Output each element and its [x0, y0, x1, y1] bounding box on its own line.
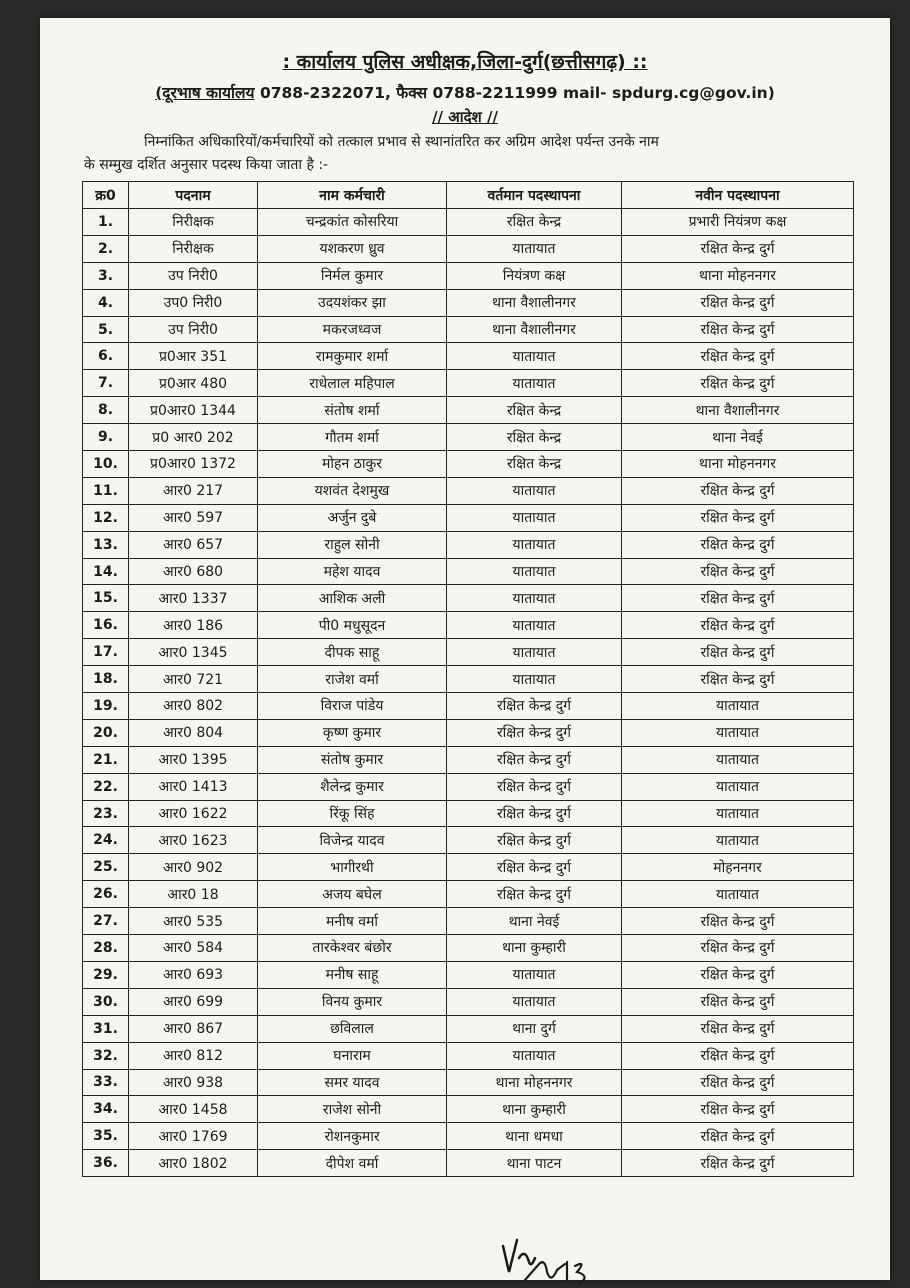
employee-name-cell: यशवंत देशमुख — [258, 477, 447, 504]
new-posting-cell: रक्षित केन्द्र दुर्ग — [622, 316, 854, 343]
table-row — [83, 209, 854, 236]
table-row — [83, 1069, 854, 1096]
new-posting-cell: यातायात — [622, 800, 854, 827]
designation-cell: आर0 535 — [129, 908, 258, 935]
serial-cell: 36. — [83, 1150, 129, 1177]
designation-cell: प्र0आर0 1372 — [129, 451, 258, 478]
current-posting-cell: नियंत्रण कक्ष — [447, 262, 622, 289]
employee-name-cell: चन्द्रकांत कोसरिया — [258, 209, 447, 236]
order-document — [40, 18, 890, 1280]
table-body — [83, 209, 854, 1177]
serial-cell: 30. — [83, 988, 129, 1015]
employee-name-cell: उदयशंकर झा — [258, 289, 447, 316]
new-posting-cell: रक्षित केन्द्र दुर्ग — [622, 961, 854, 988]
employee-name-cell: दीपक साहू — [258, 639, 447, 666]
new-posting-cell: रक्षित केन्द्र दुर्ग — [622, 639, 854, 666]
employee-name-cell: निर्मल कुमार — [258, 262, 447, 289]
new-posting-cell: रक्षित केन्द्र दुर्ग — [622, 1096, 854, 1123]
designation-cell: आर0 802 — [129, 693, 258, 720]
serial-cell: 15. — [83, 585, 129, 612]
table-row — [83, 666, 854, 693]
designation-cell: आर0 1769 — [129, 1123, 258, 1150]
current-posting-cell: थाना कुम्हारी — [447, 1096, 622, 1123]
serial-cell: 17. — [83, 639, 129, 666]
table-row — [83, 585, 854, 612]
new-posting-cell: यातायात — [622, 881, 854, 908]
serial-cell: 31. — [83, 1015, 129, 1042]
current-posting-cell: यातायात — [447, 477, 622, 504]
new-posting-cell: रक्षित केन्द्र दुर्ग — [622, 1015, 854, 1042]
current-posting-cell: रक्षित केन्द्र दुर्ग — [447, 773, 622, 800]
serial-cell: 29. — [83, 961, 129, 988]
new-posting-cell: यातायात — [622, 773, 854, 800]
serial-cell: 5. — [83, 316, 129, 343]
current-posting-cell: रक्षित केन्द्र दुर्ग — [447, 746, 622, 773]
current-posting-cell: थाना वैशालीनगर — [447, 316, 622, 343]
designation-cell: आर0 1395 — [129, 746, 258, 773]
designation-cell: प्र0आर0 1344 — [129, 397, 258, 424]
current-posting-cell: रक्षित केन्द्र — [447, 451, 622, 478]
new-posting-cell: रक्षित केन्द्र दुर्ग — [622, 558, 854, 585]
current-posting-cell: यातायात — [447, 343, 622, 370]
serial-cell: 14. — [83, 558, 129, 585]
new-posting-cell: रक्षित केन्द्र दुर्ग — [622, 988, 854, 1015]
current-posting-cell: रक्षित केन्द्र दुर्ग — [447, 854, 622, 881]
table-row — [83, 504, 854, 531]
new-posting-cell: रक्षित केन्द्र दुर्ग — [622, 1042, 854, 1069]
col-serial: क्र0 — [83, 182, 129, 209]
table-row — [83, 935, 854, 962]
table-row — [83, 612, 854, 639]
current-posting-cell: रक्षित केन्द्र दुर्ग — [447, 693, 622, 720]
designation-cell: प्र0 आर0 202 — [129, 424, 258, 451]
order-heading: // आदेश // — [432, 108, 498, 126]
employee-name-cell: छविलाल — [258, 1015, 447, 1042]
table-row — [83, 316, 854, 343]
serial-cell: 25. — [83, 854, 129, 881]
new-posting-cell: रक्षित केन्द्र दुर्ग — [622, 504, 854, 531]
employee-name-cell: महेश यादव — [258, 558, 447, 585]
serial-cell: 13. — [83, 531, 129, 558]
designation-cell: आर0 1413 — [129, 773, 258, 800]
current-posting-cell: यातायात — [447, 612, 622, 639]
designation-cell: आर0 812 — [129, 1042, 258, 1069]
serial-cell: 28. — [83, 935, 129, 962]
employee-name-cell: संतोष कुमार — [258, 746, 447, 773]
serial-cell: 8. — [83, 397, 129, 424]
serial-cell: 19. — [83, 693, 129, 720]
current-posting-cell: थाना नेवई — [447, 908, 622, 935]
current-posting-cell: यातायात — [447, 988, 622, 1015]
employee-name-cell: रोशनकुमार — [258, 1123, 447, 1150]
current-posting-cell: यातायात — [447, 585, 622, 612]
designation-cell: आर0 217 — [129, 477, 258, 504]
intro-line-2: के सम्मुख दर्शित अनुसार पदस्थ किया जाता है :- — [84, 157, 329, 173]
serial-cell: 1. — [83, 209, 129, 236]
employee-name-cell: रिंकू सिंह — [258, 800, 447, 827]
current-posting-cell: यातायात — [447, 666, 622, 693]
table-row — [83, 827, 854, 854]
designation-cell: आर0 657 — [129, 531, 258, 558]
current-posting-cell: यातायात — [447, 639, 622, 666]
designation-cell: आर0 584 — [129, 935, 258, 962]
new-posting-cell: रक्षित केन्द्र दुर्ग — [622, 1069, 854, 1096]
employee-name-cell: राधेलाल महिपाल — [258, 370, 447, 397]
table-row — [83, 451, 854, 478]
designation-cell: प्र0आर 480 — [129, 370, 258, 397]
new-posting-cell: रक्षित केन्द्र दुर्ग — [622, 935, 854, 962]
contact-line — [40, 81, 890, 103]
table-row — [83, 881, 854, 908]
designation-cell: आर0 1458 — [129, 1096, 258, 1123]
serial-cell: 16. — [83, 612, 129, 639]
table-row — [83, 1015, 854, 1042]
designation-cell: आर0 1337 — [129, 585, 258, 612]
col-current-posting: वर्तमान पदस्थापना — [447, 182, 622, 209]
employee-name-cell: संतोष शर्मा — [258, 397, 447, 424]
designation-cell: आर0 1622 — [129, 800, 258, 827]
new-posting-cell: रक्षित केन्द्र दुर्ग — [622, 289, 854, 316]
current-posting-cell: रक्षित केन्द्र दुर्ग — [447, 881, 622, 908]
current-posting-cell: यातायात — [447, 1042, 622, 1069]
employee-name-cell: रामकुमार शर्मा — [258, 343, 447, 370]
table-row — [83, 558, 854, 585]
designation-cell: आर0 597 — [129, 504, 258, 531]
table-header-row — [83, 182, 854, 209]
employee-name-cell: शैलेन्द्र कुमार — [258, 773, 447, 800]
new-posting-cell: रक्षित केन्द्र दुर्ग — [622, 666, 854, 693]
designation-cell: आर0 1623 — [129, 827, 258, 854]
signature-icon — [495, 1228, 615, 1288]
table-row — [83, 235, 854, 262]
table-row — [83, 800, 854, 827]
employee-name-cell: मनीष वर्मा — [258, 908, 447, 935]
new-posting-cell: प्रभारी नियंत्रण कक्ष — [622, 209, 854, 236]
new-posting-cell: रक्षित केन्द्र दुर्ग — [622, 477, 854, 504]
designation-cell: प्र0आर 351 — [129, 343, 258, 370]
table-row — [83, 477, 854, 504]
designation-cell: आर0 693 — [129, 961, 258, 988]
table-row — [83, 773, 854, 800]
new-posting-cell: यातायात — [622, 827, 854, 854]
employee-name-cell: राजेश वर्मा — [258, 666, 447, 693]
new-posting-cell: रक्षित केन्द्र दुर्ग — [622, 1150, 854, 1177]
designation-cell: आर0 804 — [129, 719, 258, 746]
contact-details: 0788-2322071, फैक्स 0788-2211999 mail- spdurg.cg@gov.in) — [259, 84, 775, 102]
designation-cell: आर0 938 — [129, 1069, 258, 1096]
current-posting-cell: रक्षित केन्द्र — [447, 209, 622, 236]
employee-name-cell: आशिक अली — [258, 585, 447, 612]
serial-cell: 7. — [83, 370, 129, 397]
employee-name-cell: मकरजध्वज — [258, 316, 447, 343]
employee-name-cell: विनय कुमार — [258, 988, 447, 1015]
current-posting-cell: रक्षित केन्द्र दुर्ग — [447, 827, 622, 854]
contact-label: (दूरभाष कार्यालय — [155, 84, 255, 102]
current-posting-cell: रक्षित केन्द्र — [447, 397, 622, 424]
designation-cell: उप निरी0 — [129, 262, 258, 289]
designation-cell: आर0 18 — [129, 881, 258, 908]
new-posting-cell: रक्षित केन्द्र दुर्ग — [622, 370, 854, 397]
designation-cell: आर0 721 — [129, 666, 258, 693]
designation-cell: निरीक्षक — [129, 235, 258, 262]
employee-name-cell: पी0 मधुसूदन — [258, 612, 447, 639]
designation-cell: आर0 186 — [129, 612, 258, 639]
employee-name-cell: मनीष साहू — [258, 961, 447, 988]
col-new-posting: नवीन पदस्थापना — [622, 182, 854, 209]
employee-name-cell: राजेश सोनी — [258, 1096, 447, 1123]
serial-cell: 9. — [83, 424, 129, 451]
serial-cell: 3. — [83, 262, 129, 289]
current-posting-cell: यातायात — [447, 370, 622, 397]
designation-cell: निरीक्षक — [129, 209, 258, 236]
new-posting-cell: थाना नेवई — [622, 424, 854, 451]
new-posting-cell: रक्षित केन्द्र दुर्ग — [622, 235, 854, 262]
table-row — [83, 1150, 854, 1177]
designation-cell: आर0 902 — [129, 854, 258, 881]
new-posting-cell: थाना मोहननगर — [622, 451, 854, 478]
table-row — [83, 531, 854, 558]
new-posting-cell: मोहननगर — [622, 854, 854, 881]
serial-cell: 34. — [83, 1096, 129, 1123]
serial-cell: 27. — [83, 908, 129, 935]
table-row — [83, 961, 854, 988]
employee-name-cell: राहुल सोनी — [258, 531, 447, 558]
employee-name-cell: विजेन्द्र यादव — [258, 827, 447, 854]
employee-name-cell: समर यादव — [258, 1069, 447, 1096]
serial-cell: 6. — [83, 343, 129, 370]
new-posting-cell: रक्षित केन्द्र दुर्ग — [622, 612, 854, 639]
serial-cell: 4. — [83, 289, 129, 316]
serial-cell: 26. — [83, 881, 129, 908]
serial-cell: 10. — [83, 451, 129, 478]
new-posting-cell: रक्षित केन्द्र दुर्ग — [622, 531, 854, 558]
designation-cell: आर0 680 — [129, 558, 258, 585]
current-posting-cell: थाना पाटन — [447, 1150, 622, 1177]
employee-name-cell: मोहन ठाकुर — [258, 451, 447, 478]
serial-cell: 24. — [83, 827, 129, 854]
intro-paragraph — [84, 131, 844, 177]
designation-cell: आर0 1345 — [129, 639, 258, 666]
designation-cell: आर0 867 — [129, 1015, 258, 1042]
current-posting-cell: यातायात — [447, 235, 622, 262]
table-row — [83, 746, 854, 773]
current-posting-cell: यातायात — [447, 531, 622, 558]
new-posting-cell: रक्षित केन्द्र दुर्ग — [622, 585, 854, 612]
table-row — [83, 424, 854, 451]
employee-name-cell: अर्जुन दुबे — [258, 504, 447, 531]
current-posting-cell: थाना दुर्ग — [447, 1015, 622, 1042]
table-row — [83, 262, 854, 289]
serial-cell: 20. — [83, 719, 129, 746]
designation-cell: उप0 निरी0 — [129, 289, 258, 316]
employee-name-cell: अजय बघेल — [258, 881, 447, 908]
transfer-table — [82, 181, 854, 1177]
table-row — [83, 343, 854, 370]
designation-cell: आर0 699 — [129, 988, 258, 1015]
table-row — [83, 289, 854, 316]
designation-cell: आर0 1802 — [129, 1150, 258, 1177]
employee-name-cell: यशकरण ध्रुव — [258, 235, 447, 262]
table-row — [83, 1096, 854, 1123]
current-posting-cell: रक्षित केन्द्र दुर्ग — [447, 800, 622, 827]
intro-line-1: निम्नांकित अधिकारियों/कर्मचारियों को तत्काल प्रभाव से स्थानांतरित कर अग्रिम आदेश पर्यन्त उनके नाम — [144, 134, 659, 150]
serial-cell: 33. — [83, 1069, 129, 1096]
employee-name-cell: भागीरथी — [258, 854, 447, 881]
table-row — [83, 1123, 854, 1150]
office-title: : कार्यालय पुलिस अधीक्षक,जिला-दुर्ग(छत्तीसगढ़) :: — [282, 51, 648, 73]
table-row — [83, 908, 854, 935]
table-row — [83, 988, 854, 1015]
new-posting-cell: थाना मोहननगर — [622, 262, 854, 289]
designation-cell: उप निरी0 — [129, 316, 258, 343]
new-posting-cell: रक्षित केन्द्र दुर्ग — [622, 908, 854, 935]
table-row — [83, 1042, 854, 1069]
new-posting-cell: थाना वैशालीनगर — [622, 397, 854, 424]
serial-cell: 23. — [83, 800, 129, 827]
current-posting-cell: यातायात — [447, 961, 622, 988]
table-row — [83, 370, 854, 397]
new-posting-cell: यातायात — [622, 719, 854, 746]
new-posting-cell: यातायात — [622, 693, 854, 720]
employee-name-cell: कृष्ण कुमार — [258, 719, 447, 746]
employee-name-cell: विराज पांडेय — [258, 693, 447, 720]
serial-cell: 2. — [83, 235, 129, 262]
serial-cell: 18. — [83, 666, 129, 693]
employee-name-cell: घनाराम — [258, 1042, 447, 1069]
serial-cell: 35. — [83, 1123, 129, 1150]
table-row — [83, 639, 854, 666]
new-posting-cell: रक्षित केन्द्र दुर्ग — [622, 343, 854, 370]
current-posting-cell: यातायात — [447, 558, 622, 585]
col-employee-name: नाम कर्मचारी — [258, 182, 447, 209]
employee-name-cell: गौतम शर्मा — [258, 424, 447, 451]
table-row — [83, 719, 854, 746]
current-posting-cell: थाना कुम्हारी — [447, 935, 622, 962]
table-row — [83, 693, 854, 720]
employee-name-cell: दीपेश वर्मा — [258, 1150, 447, 1177]
current-posting-cell: थाना मोहननगर — [447, 1069, 622, 1096]
current-posting-cell: थाना वैशालीनगर — [447, 289, 622, 316]
table-row — [83, 397, 854, 424]
serial-cell: 32. — [83, 1042, 129, 1069]
new-posting-cell: रक्षित केन्द्र दुर्ग — [622, 1123, 854, 1150]
current-posting-cell: यातायात — [447, 504, 622, 531]
serial-cell: 11. — [83, 477, 129, 504]
current-posting-cell: थाना धमधा — [447, 1123, 622, 1150]
employee-name-cell: तारकेश्वर बंछोर — [258, 935, 447, 962]
table-row — [83, 854, 854, 881]
new-posting-cell: यातायात — [622, 746, 854, 773]
serial-cell: 12. — [83, 504, 129, 531]
serial-cell: 21. — [83, 746, 129, 773]
serial-cell: 22. — [83, 773, 129, 800]
col-designation: पदनाम — [129, 182, 258, 209]
current-posting-cell: रक्षित केन्द्र — [447, 424, 622, 451]
current-posting-cell: रक्षित केन्द्र दुर्ग — [447, 719, 622, 746]
